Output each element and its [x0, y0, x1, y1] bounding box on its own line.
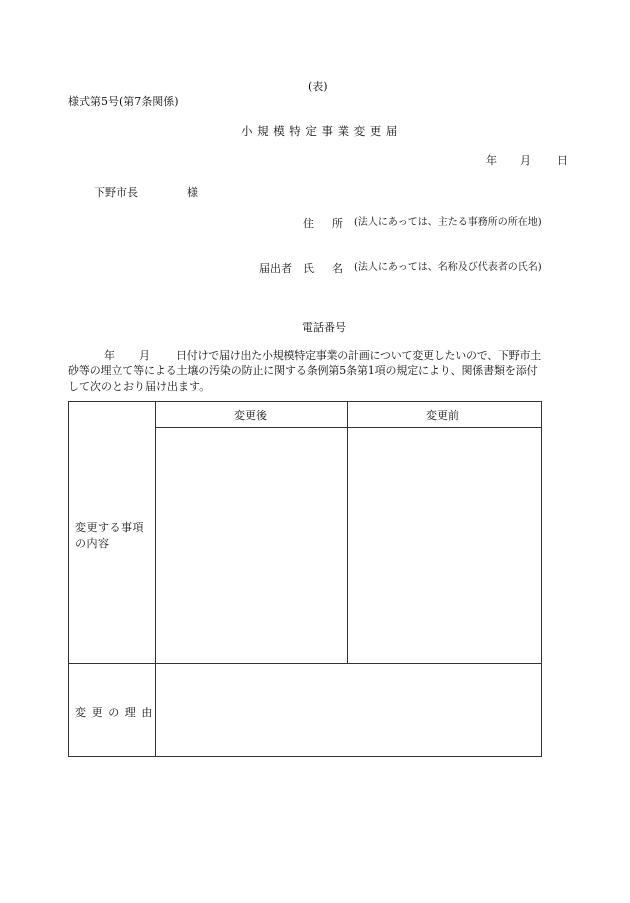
address-note: (法人にあっては、主たる事務所の所在地) [354, 217, 542, 228]
body-year-label: 年 [104, 349, 115, 362]
date-month-label: 月 [520, 154, 531, 167]
form-number: 様式第5号(第7条関係) [68, 95, 179, 108]
body-text-line-3: して次のとおり届け出ます。 [68, 380, 211, 393]
date-year-label: 年 [486, 154, 497, 167]
before-content-cell[interactable] [349, 429, 540, 662]
form-title: 小規模特定事業変更届 [241, 124, 402, 138]
name-label: 氏名 [303, 262, 361, 275]
reason-content-cell[interactable] [157, 665, 540, 755]
table-divider-header [155, 427, 541, 428]
filer-label: 届出者 [259, 262, 292, 275]
table-divider-reason-row [69, 663, 541, 664]
side-label: (表) [308, 80, 328, 93]
body-text-line-2: 砂等の埋立て等による土壌の汚染の防止に関する条例第5条第1項の規定により、関係書類を添付 [68, 364, 538, 377]
table-divider-label-column [155, 402, 156, 756]
address-label: 住所 [303, 217, 361, 230]
phone-label: 電話番号 [302, 321, 346, 334]
name-note: (法人にあっては、名称及び代表者の氏名) [354, 262, 542, 273]
body-text-line-1: 日付けで届け出た小規模特定事業の計画について変更したいので、下野市土 [176, 349, 542, 362]
after-content-cell[interactable] [157, 429, 346, 662]
change-table [68, 401, 542, 757]
date-day-label: 日 [557, 154, 568, 167]
row-label-change-items: 変更する事項の内容 [75, 521, 144, 550]
addressee-honorific: 様 [187, 186, 198, 199]
addressee-name: 下野市長 [94, 186, 138, 199]
column-header-after: 変更後 [234, 409, 267, 422]
row-label-change-reason: 変更の理由 [75, 706, 158, 719]
body-month-label: 月 [139, 349, 150, 362]
table-divider-after-before [347, 402, 348, 663]
column-header-before: 変更前 [426, 409, 459, 422]
